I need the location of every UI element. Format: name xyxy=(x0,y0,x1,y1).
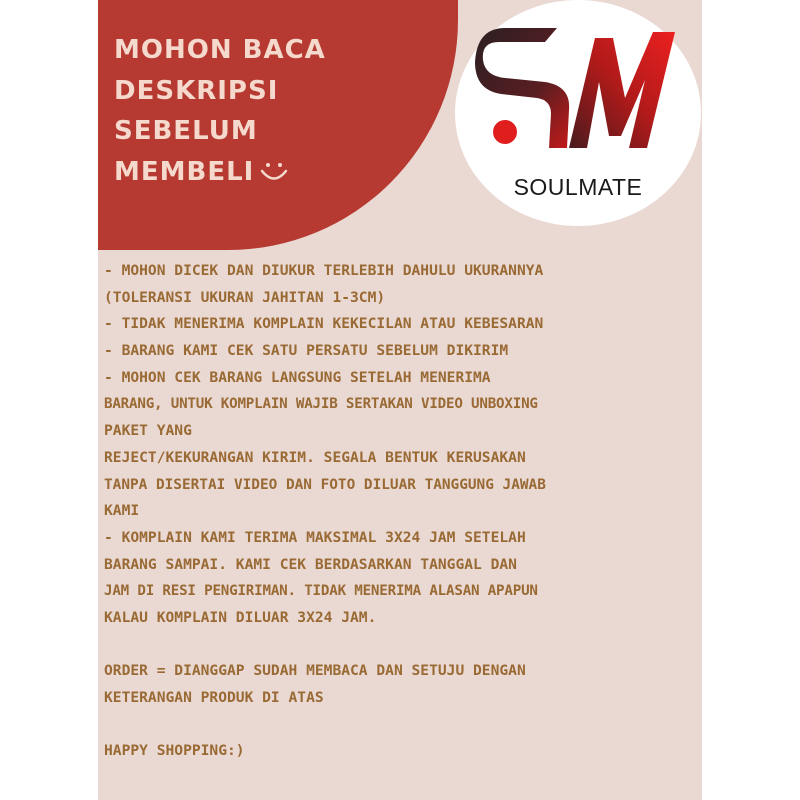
description-line: - MOHON CEK BARANG LANGSUNG SETELAH MENERIMA xyxy=(104,368,491,386)
description-line: ORDER = DIANGGAP SUDAH MEMBACA DAN SETUJU DENGAN xyxy=(104,662,526,680)
headline-line-4-text: MEMBELI xyxy=(114,156,255,187)
brand-name: SOULMATE xyxy=(513,174,643,200)
description-line: - KOMPLAIN KAMI TERIMA MAKSIMAL 3X24 JAM SETELAH xyxy=(104,528,526,546)
headline-line-2: DESKRIPSI xyxy=(114,75,279,106)
description-line: - BARANG KAMI CEK SATU PERSATU SEBELUM DIKIRIM xyxy=(104,342,509,360)
description-line: PAKET YANG xyxy=(104,422,192,440)
description-line xyxy=(104,712,700,739)
description-line: JAM DI RESI PENGIRIMAN. TIDAK MENERIMA ALASAN APAPUN xyxy=(104,583,538,600)
description-line: KALAU KOMPLAIN DILUAR 3X24 JAM. xyxy=(104,608,377,626)
description-text xyxy=(104,258,700,765)
description-line: TANPA DISERTAI VIDEO DAN FOTO DILUAR TANGGUNG JAWAB xyxy=(104,476,546,493)
poster xyxy=(98,0,702,800)
headline-line-1: MOHON BACA xyxy=(114,35,326,65)
description-line: KAMI xyxy=(104,502,140,520)
description-line: KETERANGAN PRODUK DI ATAS xyxy=(104,689,324,706)
happy-shopping-text: HAPPY SHOPPING:) xyxy=(104,742,245,760)
smile-icon xyxy=(258,160,290,184)
description-line: REJECT/KEKURANGAN KIRIM. SEGALA BENTUK KERUSAKAN xyxy=(104,448,526,466)
description-line: - MOHON DICEK DAN DIUKUR TERLEBIH DAHULU UKURANNYA xyxy=(104,262,544,279)
headline xyxy=(114,30,326,192)
description-line xyxy=(104,632,700,659)
description-line: (TOLERANSI UKURAN JAHITAN 1-3CM) xyxy=(104,288,386,306)
headline-line-4 xyxy=(114,152,326,193)
headline-line-3: SEBELUM xyxy=(114,116,258,146)
soulmate-logo-icon xyxy=(475,28,681,158)
description-line: BARANG SAMPAI. KAMI CEK BERDASARKAN TANGGAL DAN xyxy=(104,555,517,573)
brand-logo xyxy=(455,0,701,226)
description-line: - TIDAK MENERIMA KOMPLAIN KEKECILAN ATAU KEBESARAN xyxy=(104,315,544,333)
description-line: BARANG, UNTUK KOMPLAIN WAJIB SERTAKAN VIDEO UNBOXING xyxy=(104,396,538,413)
